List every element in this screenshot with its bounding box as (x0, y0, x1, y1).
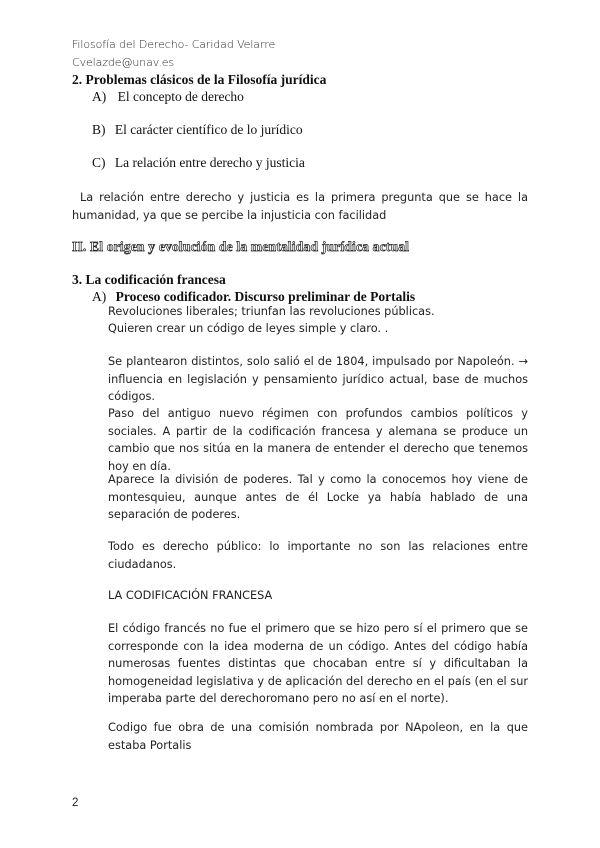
intro-line-2: Quieren crear un código de leyes simple y claro. . (108, 322, 389, 335)
paragraph-publico: Todo es derecho público: lo importante no son las relaciones entre ciudadanos. (108, 540, 528, 571)
header-email: Cvelazde@unav.es (72, 56, 175, 69)
codificacion-subheading: LA CODIFICACIÓN FRANCESA (108, 589, 273, 602)
item-text: La relación entre derecho y justicia (114, 155, 305, 170)
section-2-item-a (92, 89, 244, 105)
item-text: Proceso codificador. Discurso preliminar de Portalis (115, 289, 416, 304)
item-marker: C) (92, 155, 106, 170)
paragraph-paso: Paso del antiguo nuevo régimen con profundos cambios políticos y sociales. A partir de la codificación francesa y alemana se produce un cambio que nos sitúa en la manera de entender el derecho que tenemos hoy en día. (108, 407, 528, 473)
section-2-paragraph: La relación entre derecho y justicia es la primera pregunta que se hace la humanidad, ya que se percibe la injusticia con facilidad (72, 191, 528, 222)
paragraph-division: Aparece la división de poderes. Tal y como la conocemos hoy viene de montesquieu, aunque antes de él Locke ya había hablado de una separación de poderes. (108, 473, 528, 521)
intro-line-1: Revoluciones liberales; triunfan las revoluciones públicas. (108, 305, 435, 318)
section-2-heading: 2. Problemas clásicos de la Filosofía jurídica (72, 72, 327, 87)
paragraph-codigo: El código francés no fue el primero que se hizo pero sí el primero que se corresponde con la idea moderna de un código. Antes del código había numerosas fuentes distintas que chocaban entre sí y dificultaban la homogeneidad legislativa y de aplicación del derecho en el país (en el sur imperaba parte del derechoromano pero no así en el norte). (108, 622, 528, 705)
part-2-heading: II. El origen y evolución de la mentalidad jurídica actual (72, 239, 410, 254)
item-text: El concepto de derecho (117, 89, 244, 104)
paragraph-comision: Codigo fue obra de una comisión nombrada por NApoleon, en la que estaba Portalis (108, 721, 528, 752)
item-text: El carácter científico de lo jurídico (114, 122, 303, 137)
item-marker: A) (92, 89, 107, 104)
item-marker: A) (92, 289, 107, 304)
item-marker: B) (92, 122, 106, 137)
paragraph-1804: Se plantearon distintos, solo salió el de 1804, impulsado por Napoleón. → influencia en legislación y pensamiento jurídico actual, base de muchos códigos. (108, 355, 528, 403)
section-2-item-c (92, 155, 305, 171)
section-3-heading: 3. La codificación francesa (72, 272, 226, 287)
page-number: 2 (72, 797, 79, 809)
header-course-title: Filosofía del Derecho- Caridad Velarre (72, 38, 276, 51)
section-2-item-b (92, 122, 303, 138)
